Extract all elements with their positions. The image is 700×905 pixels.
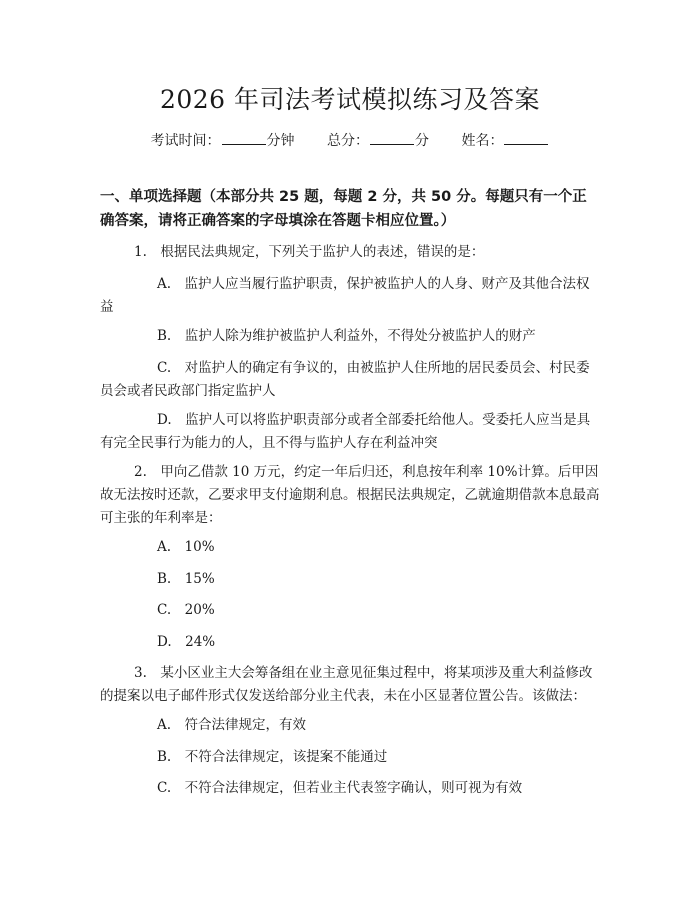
question-3-option-b: B. 不符合法律规定，该提案不能通过 [157, 749, 388, 765]
total-score-unit: 分 [415, 133, 429, 149]
question-2-option-a: A. 10% [157, 539, 215, 555]
question-1-option-c: C. 对监护人的确定有争议的，由被监护人住所地的居民委员会、村民委员会或者民政部门指定监护人 [100, 360, 590, 399]
exam-time-blank [222, 132, 266, 145]
name-field [461, 130, 549, 152]
question-3-stem: 3. 某小区业主大会筹备组在业主意见征集过程中，将某项涉及重大利益修改的提案以电子邮件形式仅发送给部分业主代表，未在小区显著位置公告。该做法： [100, 665, 593, 704]
question-1-option-d: D. 监护人可以将监护职责部分或者全部委托给他人。受委托人应当是具有完全民事行为能力的人，且不得与监护人存在利益冲突 [100, 412, 591, 451]
exam-time-unit: 分钟 [266, 133, 295, 149]
question-1-option-b: B. 监护人除为维护被监护人利益外，不得处分被监护人的财产 [157, 328, 536, 344]
section-heading: 一、单项选择题（本部分共 25 题，每题 2 分，共 50 分。每题只有一个正确答案，请将正确答案的字母填涂在答题卡相应位置。） [100, 189, 587, 229]
exam-time-field [151, 130, 295, 152]
name-label: 姓名： [461, 133, 504, 149]
total-score-field [327, 130, 429, 152]
question-2-option-d: D. 24% [157, 634, 216, 650]
total-score-blank [370, 132, 414, 145]
question-3-option-a: A. 符合法律规定，有效 [157, 717, 307, 733]
question-2-option-c: C. 20% [157, 602, 215, 618]
name-blank [504, 132, 548, 145]
total-score-label: 总分： [327, 133, 369, 149]
question-2-stem: 2. 甲向乙借款 10 万元，约定一年后归还，利息按年利率 10%计算。后甲因故无法按时还款，乙要求甲支付逾期利息。根据民法典规定，乙就逾期借款本息最高可主张的年利率是： [100, 464, 600, 526]
exam-time-label: 考试时间： [150, 133, 221, 149]
question-1-stem: 1. 根据民法典规定，下列关于监护人的表述，错误的是： [134, 244, 485, 260]
question-3-option-c: C. 不符合法律规定，但若业主代表签字确认，则可视为有效 [157, 780, 523, 796]
exam-info-line [0, 130, 700, 152]
page-title: 2026 年司法考试模拟练习及答案 [159, 85, 541, 114]
question-1-option-a: A. 监护人应当履行监护职责，保护被监护人的人身、财产及其他合法权益 [100, 276, 590, 315]
question-2-option-b: B. 15% [157, 571, 215, 587]
